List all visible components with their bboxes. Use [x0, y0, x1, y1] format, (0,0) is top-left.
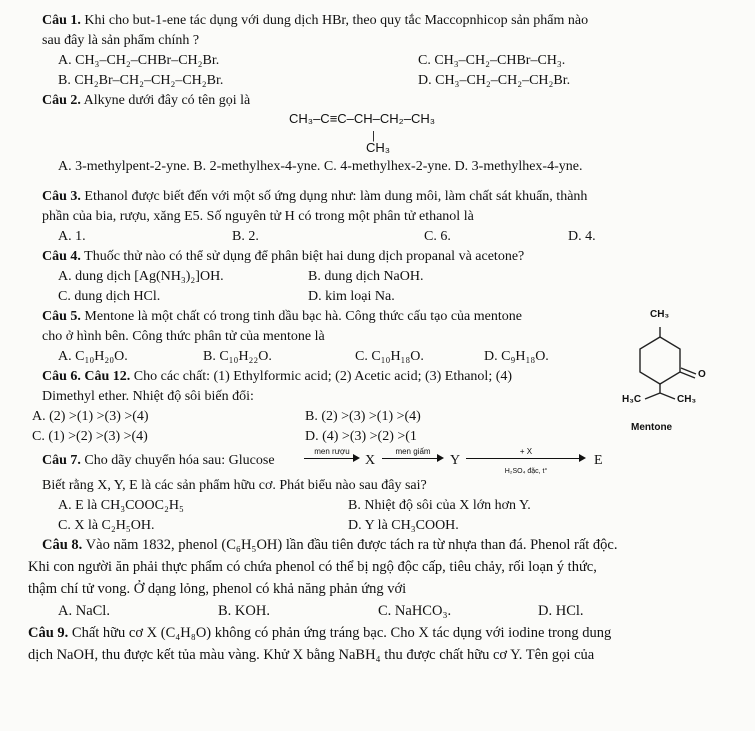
mentone-h3c: H₃C — [622, 394, 642, 405]
mentone-structure — [600, 305, 730, 415]
question-8-stem-cont-2: thậm chí tử vong. Ở dạng lỏng, phenol có khả năng phản ứng với — [28, 581, 407, 597]
product-e: E — [594, 453, 603, 468]
arrow-2-head — [437, 454, 444, 462]
q6-option-d: D. (4) >(3) >(2) >(1 — [305, 429, 417, 444]
question-7-stem-cont: Biết rằng X, Y, E là các sản phẩm hữu cơ. Phát biểu nào sau đây sai? — [42, 478, 427, 493]
q4-option-b: B. dung dịch NaOH. — [308, 269, 424, 284]
q6-option-a: A. (2) >(1) >(3) >(4) — [32, 409, 149, 424]
q6-option-b: B. (2) >(3) >(1) >(4) — [305, 409, 421, 424]
question-1-number: Câu 1. — [42, 13, 81, 28]
q8-option-b: B. KOH. — [218, 603, 270, 619]
q1-option-b: B. CH₂Br–CH₂–CH₂–CH₂Br. — [58, 73, 224, 88]
question-8-text: Vào năm 1832, phenol (C₆H₅OH) lần đầu tiên được tách ra từ nhựa than đá. Phenol rất độc. — [85, 537, 618, 553]
arrow-3-shaft — [466, 458, 582, 459]
arrow-esterification — [466, 447, 586, 475]
question-1-stem — [42, 12, 588, 29]
arrow-1-label: men rượu — [314, 447, 350, 456]
question-9-number: Câu 9. — [28, 625, 69, 641]
arrow-vinegar — [382, 447, 444, 471]
question-5-text: Mentone là một chất có trong tinh dầu bạc hà. Công thức cấu tạo của mentone — [84, 309, 522, 324]
question-1-stem-cont: sau đây là sản phẩm chính ? — [42, 33, 200, 48]
alkyne-formula: CH₃–C≡C–CH–CH₂–CH₃ — [289, 111, 436, 126]
mentone-ring-svg — [600, 305, 730, 415]
question-3-stem — [42, 188, 587, 205]
question-6-text: Cho các chất: (1) Ethylformic acid; (2) Acetic acid; (3) Ethanol; (4) — [133, 369, 513, 384]
question-1-text: Khi cho but-1-ene tác dụng với dung dịch HBr, theo quy tắc Maccopnhicop sản phẩm nào — [84, 13, 589, 28]
q4-option-a: A. dung dịch [Ag(NH₃)₂]OH. — [58, 269, 224, 284]
product-y: Y — [450, 453, 461, 468]
mentone-ch3-top: CH₃ — [650, 309, 670, 320]
arrow-3-head — [579, 454, 586, 462]
arrow-3-bottom-label: H₂SO₄ đặc, t° — [504, 468, 548, 475]
question-6-number: Câu 6. Câu 12. — [42, 369, 131, 384]
question-9-text: Chất hữu cơ X (C₄H₈O) không có phản ứng tráng bạc. Cho X tác dụng với iodine trong dung — [71, 625, 612, 641]
q4-option-c: C. dung dịch HCl. — [58, 289, 161, 304]
q5-option-c: C. C₁₀H₁₈O. — [355, 349, 424, 364]
arrow-2-shaft — [382, 458, 440, 459]
mentone-oxygen: O — [698, 369, 706, 380]
question-8-number: Câu 8. — [42, 537, 83, 553]
q7-option-a: A. E là CH₃COOC₂H₅ — [58, 498, 184, 513]
q1-option-c: C. CH₃–CH₂–CHBr–CH₃. — [418, 53, 566, 68]
question-5-number: Câu 5. — [42, 309, 81, 324]
q6-option-c: C. (1) >(2) >(3) >(4) — [32, 429, 148, 444]
question-9-stem-cont: dịch NaOH, thu được kết tủa màu vàng. Khử X bằng NaBH₄ thu được chất hữu cơ Y. Tên gọi của — [28, 647, 595, 663]
q1-option-d: D. CH₃–CH₂–CH₂–CH₂Br. — [418, 73, 571, 88]
q8-option-d: D. HCl. — [538, 603, 584, 619]
question-2-stem — [42, 92, 250, 109]
question-8-stem — [42, 537, 617, 554]
question-3-stem-cont: phần của bia, rượu, xăng E5. Số nguyên tử H có trong một phân tử ethanol là — [42, 209, 474, 224]
question-4-stem — [42, 248, 524, 265]
question-8-stem-cont: Khi con người ăn phải thực phẩm có chứa phenol có thể bị ngộ độc cấp, tiêu chảy, rối loạn ý thức, — [28, 559, 597, 575]
q1-option-a: A. CH₃–CH₂–CHBr–CH₂Br. — [58, 53, 220, 68]
question-9-stem — [28, 625, 611, 642]
mentone-caption: Mentone — [631, 422, 673, 433]
arrow-1-shaft — [304, 458, 356, 459]
question-3-text: Ethanol được biết đến với một số ứng dụng như: làm dung môi, làm chất sát khuẩn, thành — [84, 189, 588, 204]
q5-option-b: B. C₁₀H₂₂O. — [203, 349, 272, 364]
question-7-stem — [42, 452, 275, 469]
question-5-stem-cont: cho ở hình bên. Công thức phân tử của mentone là — [42, 329, 325, 344]
question-4-number: Câu 4. — [42, 249, 81, 264]
q8-option-a: A. NaCl. — [58, 603, 110, 619]
q7-option-c: C. X là C₂H₅OH. — [58, 518, 155, 533]
question-7-number: Câu 7. — [42, 453, 81, 468]
q7-option-b: B. Nhiệt độ sôi của X lớn hơn Y. — [348, 498, 531, 513]
arrow-2-label: men giấm — [395, 447, 431, 456]
question-5-stem — [42, 308, 522, 325]
question-7-text: Cho dãy chuyển hóa sau: Glucose — [84, 453, 275, 468]
q5-option-a: A. C₁₀H₂₀O. — [58, 349, 128, 364]
arrow-fermentation — [304, 447, 360, 471]
question-2-number: Câu 2. — [42, 93, 81, 108]
q3-option-c: C. 6. — [424, 229, 451, 244]
question-4-text: Thuốc thử nào có thể sử dụng để phân biệt hai dung dịch propanal và acetone? — [84, 249, 525, 264]
question-2-text: Alkyne dưới đây có tên gọi là — [83, 93, 251, 108]
arrow-1-head — [353, 454, 360, 462]
q4-option-d: D. kim loại Na. — [308, 289, 395, 304]
q3-option-b: B. 2. — [232, 229, 259, 244]
question-6-stem-cont: Dimethyl ether. Nhiệt độ sôi biến đổi: — [42, 389, 254, 404]
q3-option-d: D. 4. — [568, 229, 596, 244]
product-x: X — [365, 453, 376, 468]
q3-option-a: A. 1. — [58, 229, 86, 244]
q5-option-d: D. C₉H₁₈O. — [484, 349, 549, 364]
alkyne-branch: CH₃ — [366, 140, 391, 155]
q2-options: A. 3-methylpent-2-yne. B. 2-methylhex-4-yne. C. 4-methylhex-2-yne. D. 3-methylhex-4-yne. — [58, 159, 583, 174]
q7-option-d: D. Y là CH₃COOH. — [348, 518, 459, 533]
q8-option-c: C. NaHCO₃. — [378, 603, 452, 619]
question-6-stem — [42, 368, 512, 385]
mentone-ch3-bottom: CH₃ — [677, 394, 697, 405]
arrow-3-top-label: + X — [519, 447, 533, 456]
alkyne-branch-bond: | — [372, 130, 375, 142]
question-3-number: Câu 3. — [42, 189, 81, 204]
